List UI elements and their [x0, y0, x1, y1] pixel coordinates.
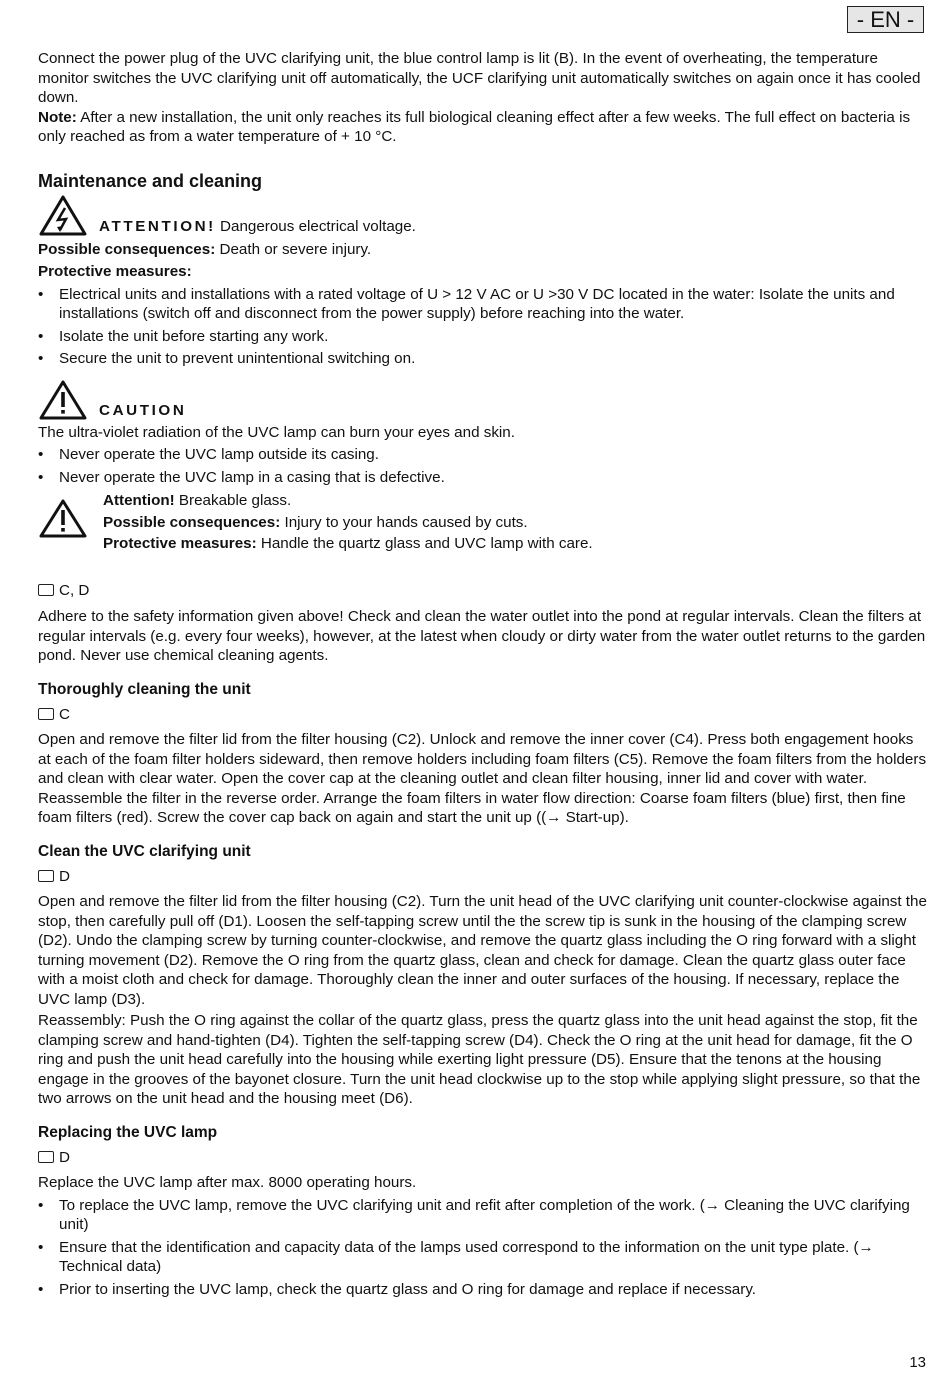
attention-consequences — [38, 240, 928, 260]
consequences-text: Death or severe injury. — [215, 240, 372, 258]
attention-warning — [38, 194, 928, 237]
caution-bullet-list — [38, 445, 928, 487]
glass-consequences — [103, 512, 593, 534]
page-number: 13 — [909, 1353, 926, 1371]
caution-word: CAUTION — [99, 402, 187, 419]
note-text: After a new installation, the unit only reaches its full biological cleaning effect after a few weeks. The full effect on bacteria is only reached as from a water temperature of + 10 °C. — [38, 108, 911, 145]
page-content — [38, 49, 928, 1302]
consequences-label: Possible consequences: — [38, 240, 216, 258]
list-item: • Isolate the unit before starting any work. — [38, 327, 928, 347]
list-item: • Electrical units and installations with a rated voltage of U > 12 V AC or U >30 V DC located in the water: Isolate the units and installations (switch off and disconnect from the power supply) before reaching into the water. — [38, 285, 928, 324]
protective-measures-label: Protective measures: — [38, 263, 192, 280]
glass-attention-label: Attention! — [103, 492, 175, 509]
list-item: • Secure the unit to prevent unintentional switching on. — [38, 349, 928, 369]
lamp-replacement-text: Replace the UVC lamp after max. 8000 operating hours. — [38, 1174, 417, 1191]
intro-paragraph: Connect the power plug of the UVC clarifying unit, the blue control lamp is lit (B). In the event of overheating, the temperature monitor switches the UVC clarifying unit off automatically, the UCF clarifying unit automatically switches on again once it has cooled down. — [38, 50, 921, 106]
list-item: • To replace the UVC lamp, remove the UVC clarifying unit and refit after completion of the work. (→ Cleaning the UVC clarifying unit) — [38, 1196, 928, 1235]
list-item: • Prior to inserting the UVC lamp, check the quartz glass and O ring for damage and replace if necessary. — [38, 1280, 928, 1300]
caution-warning-icon — [38, 498, 88, 540]
protective-measures-label: Protective measures: — [103, 535, 257, 552]
glass-warning — [38, 490, 928, 555]
electrical-hazard-icon — [38, 194, 88, 237]
attention-line — [99, 217, 416, 237]
attention-bullet-list — [38, 285, 928, 369]
maintenance-text: Adhere to the safety information given above! Check and clean the water outlet into the pond at regular intervals. Clean the filters at regular intervals (e.g. every four weeks), however, at the latest when cloudy or dirty water from the water outlet returns to the garden pond. Never use chemical cleaning agents. — [38, 608, 926, 664]
lamp-replacement-heading: Replacing the UVC lamp — [38, 1123, 218, 1141]
figure-reference — [38, 705, 928, 725]
thorough-cleaning-text: Open and remove the filter lid from the filter housing (C2). Unlock and remove the inner cover (C4). Press both engagement hooks at each of the foam filter holders sideward, then remove holders including foam filters (C5). Remove the foam filters from the holders and clean with clear water. Open the cover cap at the cleaning outlet and clean filter housing, inner lid and cover with water. Reassemble the filter in the reverse order. Arrange the foam filters in water flow direction: Coarse foam filters (blue) first, then fine foam filters (red). Screw the cover cap back on again and start the unit up ((→ Start-up). — [38, 731, 927, 826]
attention-word: ATTENTION! — [99, 218, 216, 235]
consequences-text: Injury to your hands caused by cuts. — [280, 513, 528, 531]
maintenance-heading: Maintenance and cleaning — [38, 170, 263, 191]
protective-measures-text: Handle the quartz glass and UVC lamp with care. — [256, 535, 593, 552]
language-tab: - EN - — [847, 6, 924, 33]
figure-reference — [38, 1148, 928, 1168]
uvc-cleaning-text: Open and remove the filter lid from the filter housing (C2). Turn the unit head of the UVC clarifying unit counter-clockwise against the stop, then carefully pull off (D1). Loosen the self-tapping screw until the the screw tip is sunk in the housing of the clamping screw (D2). Undo the clamping screw by turning counter-clockwise, and remove the quartz glass including the O ring forward with a slight turning movement (D2). Remove the O ring from the quartz glass, clean and check for damage. Clean the quartz glass outer face with a moist cloth and check for damage. Thoroughly clean the inner and outer surfaces of the housing. If necessary, replace the UVC lamp (D3). — [38, 893, 927, 1008]
uvc-reassembly-text: Reassembly: Push the O ring against the collar of the quartz glass, press the quartz glass into the unit head against the stop, fit the clamping screw and hand-tighten (D4). Tighten the self-tapping screw (D4). Check the O ring at the unit head for damage, fit the O ring and push the unit head carefully into the housing while exerting light pressure (D5). Ensure that the tenons at the housing engage in the grooves of the bayonet closure. Turn the unit head clockwise up to the stop while applying slight pressure, so that the two arrows on the unit head and the housing meet (D6). — [38, 1012, 921, 1107]
figure-reference — [38, 867, 928, 887]
figure-reference-label: D — [59, 867, 70, 885]
book-icon — [38, 870, 54, 882]
book-icon — [38, 1151, 54, 1163]
glass-protective — [103, 533, 593, 555]
glass-attention-text: Breakable glass. — [174, 492, 292, 509]
attention-text: Dangerous electrical voltage. — [215, 218, 416, 235]
list-item: • Never operate the UVC lamp outside its casing. — [38, 445, 928, 465]
book-icon — [38, 708, 54, 720]
uvc-cleaning-heading: Clean the UVC clarifying unit — [38, 842, 251, 860]
glass-warning-text — [103, 490, 593, 555]
note-label: Note: — [38, 108, 77, 126]
book-icon — [38, 584, 54, 596]
consequences-label: Possible consequences: — [103, 513, 281, 531]
list-item: • Never operate the UVC lamp in a casing that is defective. — [38, 468, 928, 488]
lamp-bullet-list — [38, 1196, 928, 1300]
glass-attention — [103, 490, 593, 512]
figure-reference-label: C — [59, 705, 70, 723]
intro-note — [38, 108, 928, 147]
figure-reference-label: D — [59, 1148, 70, 1166]
caution-warning-icon — [38, 379, 88, 421]
caution-warning — [38, 379, 928, 421]
figure-reference — [38, 581, 928, 601]
thorough-cleaning-heading: Thoroughly cleaning the unit — [38, 680, 251, 698]
caution-text: The ultra-violet radiation of the UVC lamp can burn your eyes and skin. — [38, 423, 515, 441]
figure-reference-label: C, D — [59, 581, 90, 599]
list-item: • Ensure that the identification and capacity data of the lamps used correspond to the information on the unit type plate. (→ Technical data) — [38, 1238, 928, 1277]
